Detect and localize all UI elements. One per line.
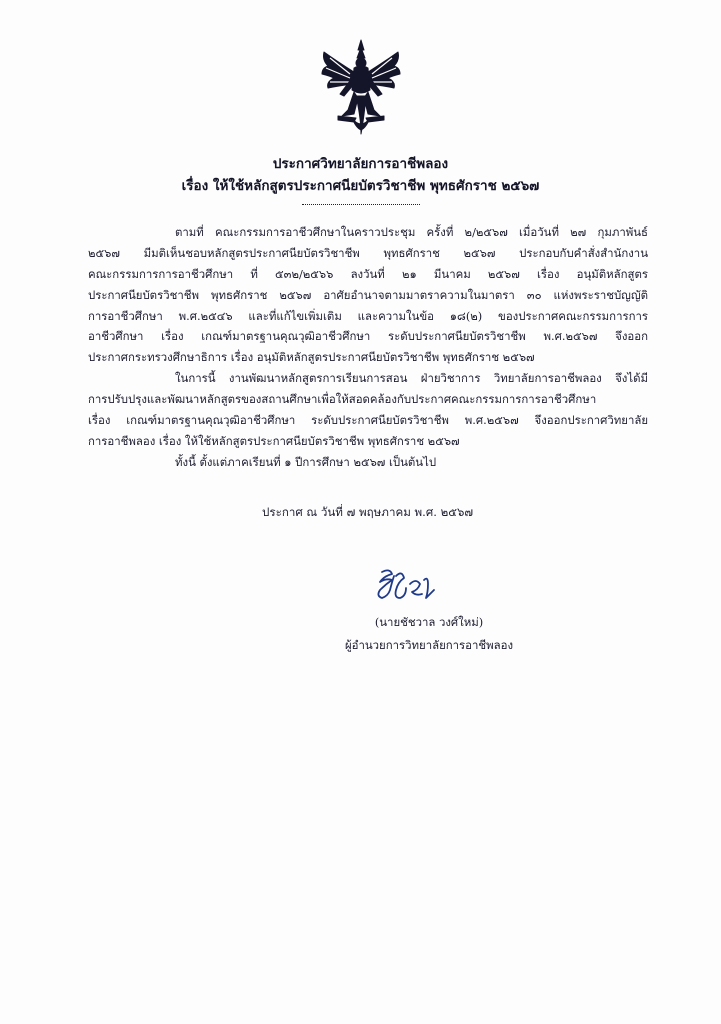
paragraph-2: [88, 368, 648, 452]
paragraph-1-line: อาชีวศึกษา เรื่อง เกณฑ์มาตรฐานคุณวุฒิอาชีวศึกษา ระดับประกาศนียบัตรวิชาชีพ พ.ศ.๒๕๖๗ จึงออก: [88, 329, 648, 344]
paragraph-1-line: ประกาศกระทรวงศึกษาธิการ เรื่อง อนุมัติหลักสูตรประกาศนียบัตรวิชาชีพ พุทธศักราช ๒๕๖๗: [88, 350, 535, 365]
signer-name: (นายชัชวาล วงศ์ใหม่): [374, 615, 484, 629]
announcement-title: ประกาศวิทยาลัยการอาชีพลอง: [272, 156, 449, 172]
paragraph-1-line: ตามที่ คณะกรรมการอาชีวศึกษาในคราวประชุม ครั้งที่ ๒/๒๕๖๗ เมื่อวันที่ ๒๗ กุมภาพันธ์: [175, 225, 648, 239]
paragraph-2-line: เรื่อง เกณฑ์มาตรฐานคุณวุฒิอาชีวศึกษา ระดับประกาศนียบัตรวิชาชีพ พ.ศ.๒๕๖๗ จึงออกประกาศวิทยาลัย: [88, 412, 648, 427]
paragraph-2-line: การปรับปรุงและพัฒนาหลักสูตรของสถานศึกษาเพื่อให้สอดคล้องกับประกาศคณะกรรมการการอาชีวศึกษา: [88, 391, 597, 406]
handwritten-signature: [372, 566, 440, 608]
signer-position: ผู้อำนวยการวิทยาลัยการอาชีพลอง: [344, 638, 514, 652]
announcement-subject: เรื่อง ให้ใช้หลักสูตรประกาศนียบัตรวิชาชีพ พุทธศักราช ๒๕๖๗: [181, 178, 540, 194]
paragraph-1: [88, 222, 648, 368]
garuda-emblem-icon: [318, 38, 404, 136]
paragraph-1-line: ๒๕๖๗ มีมติเห็นชอบหลักสูตรประกาศนียบัตรวิชาชีพ พุทธศักราช ๒๕๖๗ ประกอบกับคำสั่งสำนักงาน: [88, 245, 648, 260]
paragraph-1-line: การอาชีวศึกษา พ.ศ.๒๕๔๖ และที่แก้ไขเพิ่มเติม และความในข้อ ๑๘(๒) ของประกาศคณะกรรมการการ: [88, 308, 648, 323]
paragraph-2-line: ในการนี้ งานพัฒนาหลักสูตรการเรียนการสอน ฝ่ายวิชาการ วิทยาลัยการอาชีพลอง จึงได้มี: [175, 371, 648, 385]
paragraph-1-line: คณะกรรมการการอาชีวศึกษา ที่ ๕๓๒/๒๕๖๖ ลงวันที่ ๒๑ มีนาคม ๒๕๖๗ เรื่อง อนุมัติหลักสูตร: [88, 266, 648, 281]
paragraph-2-line: การอาชีพลอง เรื่อง ให้ใช้หลักสูตรประกาศนียบัตรวิชาชีพ พุทธศักราช ๒๕๖๗: [88, 433, 460, 448]
title-divider: [302, 204, 420, 205]
paragraph-1-line: ประกาศนียบัตรวิชาชีพ พุทธศักราช ๒๕๖๗ อาศัยอำนาจตามมาตราความในมาตรา ๓๐ แห่งพระราชบัญญัติ: [88, 287, 648, 302]
paragraph-3: ทั้งนี้ ตั้งแต่ภาคเรียนที่ ๑ ปีการศึกษา ๒๕๖๗ เป็นต้นไป: [175, 455, 437, 469]
announcement-date: ประกาศ ณ วันที่ ๗ พฤษภาคม พ.ศ. ๒๕๖๗: [262, 505, 474, 519]
